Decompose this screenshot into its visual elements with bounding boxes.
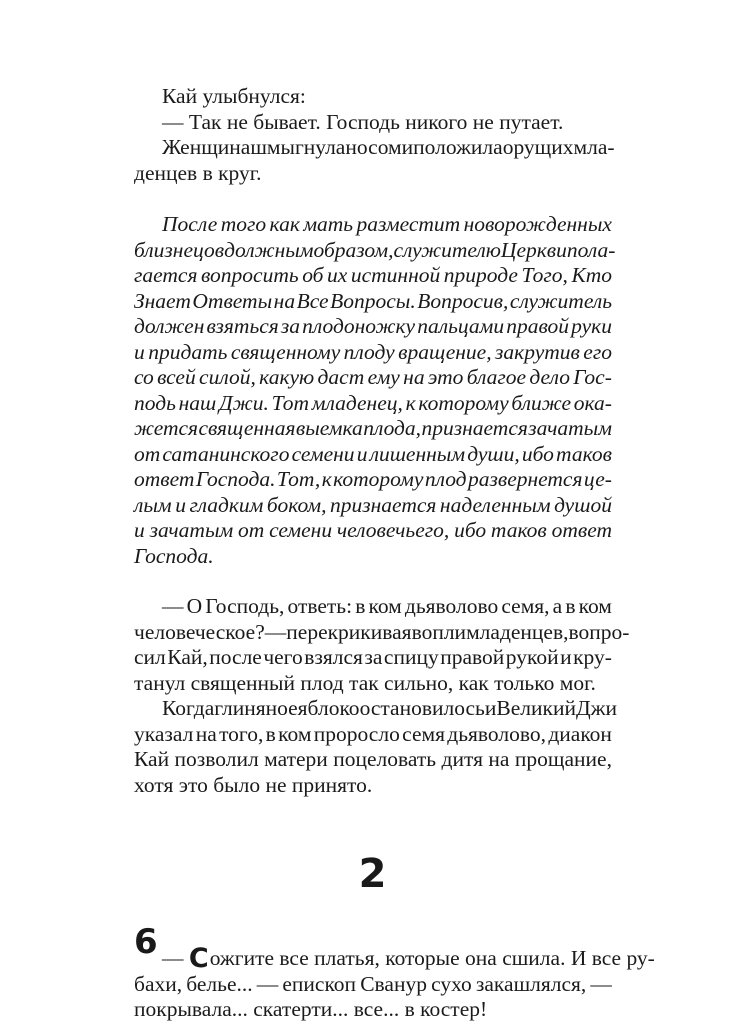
word: плода, — [363, 416, 422, 440]
word: Тот, — [276, 467, 321, 491]
word: семя, — [501, 594, 550, 618]
text-line — [134, 391, 612, 417]
word: и — [560, 645, 572, 669]
word: Того, — [521, 263, 568, 287]
word: Вопросив, — [417, 288, 509, 313]
word: об — [302, 263, 324, 287]
text-line — [134, 972, 612, 998]
word: истинной — [350, 263, 441, 287]
word: Великий — [496, 696, 576, 720]
word: — — [590, 971, 612, 996]
word: признается — [421, 416, 528, 440]
word: благое — [466, 365, 527, 389]
paragraph — [134, 110, 612, 136]
word: признается — [330, 492, 437, 517]
word: младенцев, — [466, 619, 569, 644]
text-line — [134, 442, 612, 468]
word: дьяволово, — [447, 721, 547, 746]
word: орущих — [502, 135, 574, 159]
word: Ответы — [192, 288, 273, 313]
word: Господь, — [205, 594, 285, 618]
word: человечьего, — [336, 518, 450, 542]
word: руки — [571, 314, 612, 338]
word: таков — [490, 518, 547, 542]
text-line — [134, 722, 612, 748]
word: Кто — [571, 263, 612, 287]
word: выемка — [295, 416, 363, 440]
word: взяться — [206, 314, 279, 338]
text-line-rest: ожгите все платья, которые она сшила. И все ру- — [209, 946, 655, 970]
word: и — [175, 492, 186, 517]
word: жется — [134, 416, 199, 440]
word: ока- — [573, 390, 612, 415]
text-line — [134, 943, 655, 974]
word: Женщина — [162, 135, 251, 159]
word: Джи. — [219, 390, 269, 415]
word: на — [488, 747, 510, 771]
word: ибо — [454, 518, 487, 542]
word: закашлялся, — [475, 971, 587, 996]
text-line — [134, 518, 612, 544]
word: рукой — [505, 645, 559, 669]
word: ответь: — [287, 594, 353, 618]
word: их — [327, 263, 348, 287]
text-line — [134, 212, 612, 238]
word: ответ — [551, 518, 612, 542]
word: человеческое? — [134, 619, 265, 644]
word: ему — [367, 365, 400, 389]
word: ответ — [134, 467, 195, 491]
word: Кай, — [167, 645, 208, 669]
word: в — [265, 721, 276, 746]
word: какую — [259, 365, 315, 389]
word: ибо — [521, 441, 554, 466]
word: остановилось — [359, 696, 485, 720]
word: Когда — [162, 696, 215, 720]
page-number: 6 — [134, 922, 158, 962]
word: души, — [467, 441, 520, 466]
word: Вопросы. — [330, 288, 416, 313]
word: как — [269, 212, 300, 236]
word: образом, — [313, 237, 394, 262]
word: и — [484, 696, 497, 720]
word: проросло — [313, 721, 400, 746]
word: боком, — [266, 492, 327, 517]
word: служителю — [393, 237, 501, 262]
word: После — [162, 212, 218, 236]
word: Гос- — [573, 365, 612, 389]
text-line — [134, 594, 612, 620]
word: подь — [134, 390, 176, 415]
word: таков — [556, 441, 612, 466]
word: на — [195, 721, 217, 746]
word: это — [427, 365, 464, 389]
word: наделенным — [439, 492, 551, 517]
drop-cap: С — [188, 943, 209, 974]
text-line — [134, 467, 612, 493]
word: семени — [269, 518, 333, 542]
text-line — [134, 619, 630, 646]
word: вопро- — [568, 619, 630, 644]
italic-rule-paragraph — [134, 212, 616, 569]
page-body — [134, 84, 655, 1023]
word: прощание, — [514, 747, 612, 771]
word: Тот — [271, 390, 310, 415]
text-line — [134, 493, 612, 519]
word: Знает — [134, 288, 191, 313]
word: того, — [219, 721, 264, 746]
text-line — [134, 365, 612, 391]
word: мла- — [573, 135, 615, 159]
word: даст — [317, 365, 365, 389]
word: — — [162, 594, 184, 618]
text-line: танул священный плод так сильно, как только мог. — [134, 670, 596, 695]
word: сатанинского — [162, 441, 290, 466]
word: шмыгнула — [250, 135, 346, 159]
word: позволил — [174, 747, 259, 771]
word: лым — [134, 492, 172, 517]
text-line — [134, 314, 612, 340]
word: дело — [529, 365, 570, 389]
word: Господа. — [195, 467, 276, 491]
text-line — [134, 416, 612, 442]
word: а — [552, 594, 563, 618]
word: зачатым — [528, 416, 612, 440]
word: за — [280, 314, 301, 338]
word: дьяволово — [404, 594, 499, 618]
word: плоду — [343, 339, 395, 364]
word: семя — [402, 721, 445, 746]
word: — — [256, 971, 279, 996]
word: — — [264, 619, 287, 644]
word: Церкви — [500, 237, 567, 262]
word: близнецов — [134, 237, 225, 262]
word: и — [401, 135, 414, 159]
word: в — [355, 594, 366, 618]
text-line: — Так не бывает. Господь никого не путает. — [162, 109, 564, 134]
word: яблоко — [297, 696, 360, 720]
dash: — — [162, 946, 189, 970]
word: наш — [178, 390, 217, 415]
word: должным — [224, 237, 314, 262]
text-line: Кай улыбнулся: — [162, 84, 306, 108]
word: положила — [413, 135, 503, 159]
word: от — [238, 518, 265, 542]
word: вопли — [411, 619, 467, 644]
paragraph — [134, 696, 617, 798]
chapter-opening-paragraph — [134, 943, 655, 1023]
word: должен — [134, 314, 205, 338]
word: священная — [198, 416, 296, 440]
text-line — [134, 263, 612, 289]
word: матери — [264, 747, 328, 771]
word: развернется — [467, 467, 583, 491]
word: перекрикивая — [286, 619, 412, 644]
word: придать — [148, 339, 228, 364]
word: и — [356, 441, 368, 466]
text-line — [134, 237, 616, 264]
paragraph — [134, 135, 615, 186]
word: правой — [506, 314, 570, 338]
word: пальцами — [417, 314, 505, 338]
paragraph — [134, 84, 612, 110]
word: белье... — [186, 971, 253, 996]
word: ком — [578, 594, 612, 618]
text-line: покрывала... скатерти... все... в костер! — [134, 997, 488, 1021]
word: на — [273, 288, 296, 313]
word: Джи — [575, 696, 617, 720]
word: спицу — [383, 645, 439, 669]
word: разместит — [356, 212, 461, 236]
word: которому — [333, 467, 424, 491]
word: служитель — [509, 288, 612, 313]
text-line: денцев в круг. — [134, 160, 262, 185]
word: всей — [157, 365, 196, 389]
word: сил — [134, 645, 166, 669]
word: носом — [345, 135, 402, 159]
text-line — [134, 696, 617, 722]
word: священному — [230, 339, 341, 364]
word: после — [209, 645, 262, 669]
word: Все — [296, 288, 329, 313]
word: сухо — [431, 971, 472, 996]
word: кру- — [573, 645, 612, 669]
word: в — [565, 594, 576, 618]
word: гладким — [189, 492, 264, 517]
word: плодоножку — [302, 314, 416, 338]
word: чего — [263, 645, 303, 669]
word: которому — [418, 390, 509, 415]
word: указал — [134, 721, 194, 746]
word: взялся — [304, 645, 363, 669]
text-line — [134, 340, 612, 366]
word: душой — [554, 492, 612, 517]
word: на — [403, 365, 425, 389]
word: О — [186, 594, 203, 618]
paragraph — [134, 594, 630, 696]
word: лишенным — [369, 441, 466, 466]
word: дитя — [441, 747, 483, 771]
word: Сванур — [360, 971, 427, 996]
text-line — [134, 135, 615, 161]
word: ближе — [511, 390, 572, 415]
word: Кай — [134, 747, 170, 771]
word: природе — [443, 263, 518, 287]
text-line — [134, 645, 612, 671]
word: младенец, — [311, 390, 403, 415]
word: и — [134, 339, 145, 364]
word: ком — [278, 721, 312, 746]
word: вопросить — [201, 263, 299, 287]
word: и — [134, 518, 145, 542]
word: глиняное — [214, 696, 298, 720]
word: епископ — [282, 971, 357, 996]
word: его — [583, 339, 612, 364]
word: от — [134, 441, 161, 466]
word: це- — [583, 467, 612, 491]
word: бахи, — [134, 971, 183, 996]
word: правой — [440, 645, 505, 669]
word: к — [321, 467, 332, 491]
word: к — [405, 390, 416, 415]
word: пола- — [566, 237, 616, 262]
word: со — [134, 365, 154, 389]
text-line: Господа. — [134, 543, 214, 568]
text-line: хотя это было не принято. — [134, 772, 373, 797]
word: плод — [424, 467, 467, 491]
text-line — [134, 747, 612, 773]
word: закрутив — [495, 339, 580, 364]
text-line — [134, 289, 612, 315]
word: семени — [291, 441, 355, 466]
word: поцеловать — [333, 747, 437, 771]
word: зачатым — [149, 518, 234, 542]
word: диакон — [548, 721, 612, 746]
word: мать — [303, 212, 354, 236]
word: силой, — [199, 365, 256, 389]
word: гается — [134, 263, 198, 287]
word: новорожденных — [463, 212, 612, 236]
word: того — [220, 212, 267, 236]
word: вращение, — [398, 339, 492, 364]
word: ком — [368, 594, 402, 618]
chapter-number: 2 — [358, 851, 388, 897]
word: за — [364, 645, 383, 669]
